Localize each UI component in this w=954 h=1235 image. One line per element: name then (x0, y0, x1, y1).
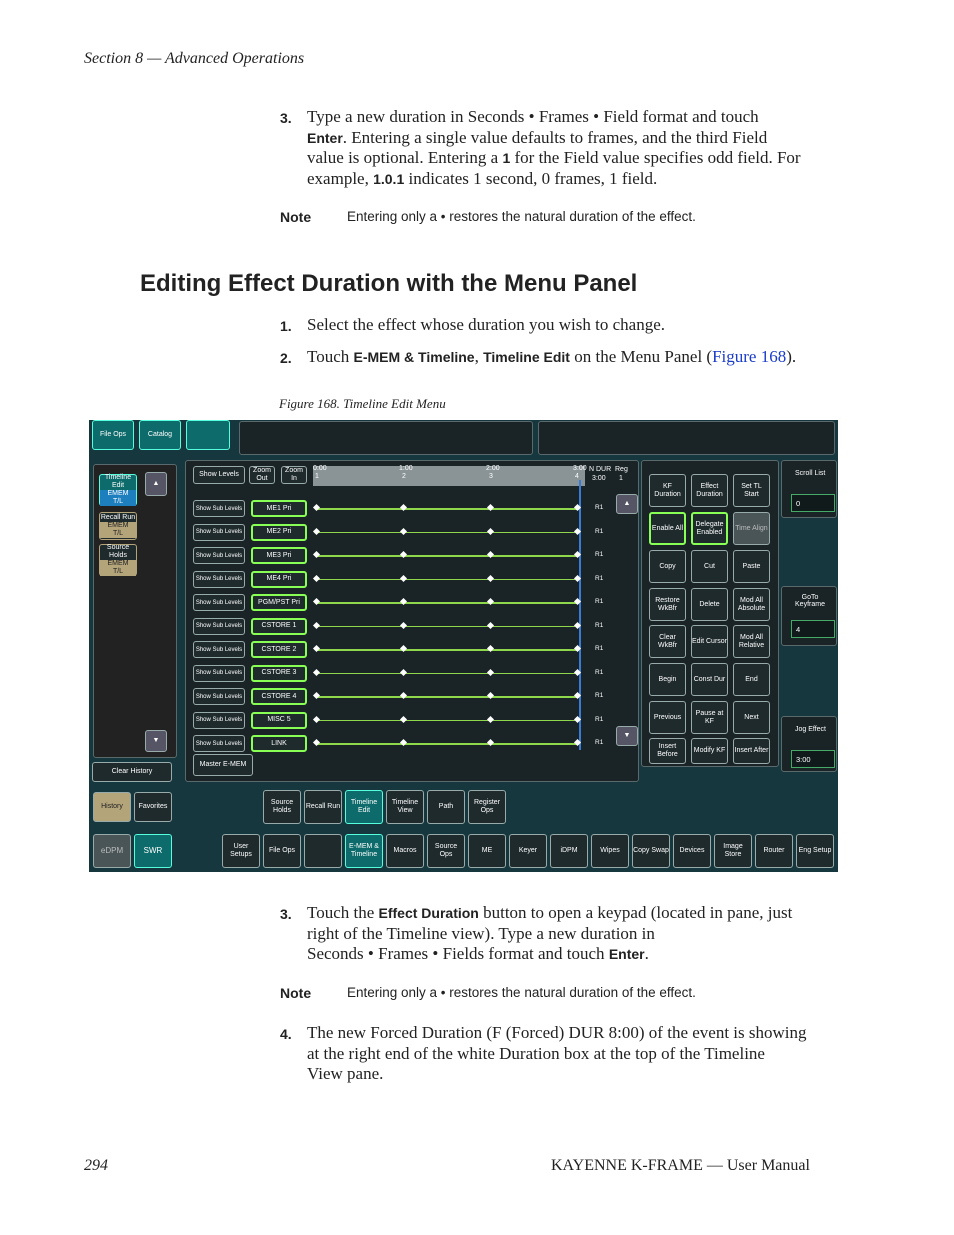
running-header: Section 8 — Advanced Operations (84, 50, 305, 67)
show-sub-levels-button[interactable]: Show Sub Levels (193, 641, 245, 658)
history-item[interactable]: Timeline Edit EMEM T/L (99, 474, 137, 506)
time-label: 2:00 (486, 465, 500, 472)
note-text: Entering only a • restores the natural duration of the effect. (347, 985, 696, 1000)
tab-image-store[interactable]: Image Store (714, 834, 752, 868)
note-label: Note (280, 209, 312, 225)
register-tag: R1 (595, 645, 604, 652)
duration-label: N DUR (589, 466, 612, 473)
end-button[interactable]: End (733, 663, 770, 696)
level-name-button[interactable]: MISC 5 (251, 712, 307, 729)
clear-wkbfr-button[interactable]: Clear WkBfr (649, 625, 686, 658)
show-sub-levels-button[interactable]: Show Sub Levels (193, 665, 245, 682)
tab-macros[interactable]: Macros (386, 834, 424, 868)
insert-before-button[interactable]: Insert Before (649, 738, 686, 764)
note-text: Entering only a • restores the natural duration of the effect. (347, 209, 696, 224)
edpm-button[interactable]: eDPM (93, 834, 131, 868)
show-levels-button[interactable]: Show Levels (193, 466, 245, 484)
status-box (538, 421, 835, 455)
master-emem-button[interactable]: Master E-MEM (193, 754, 253, 776)
register-value: 1 (619, 475, 623, 482)
tab-file-ops[interactable]: File Ops (263, 834, 301, 868)
step-number: 3. (280, 110, 292, 126)
timeline-scroll-up-icon[interactable]: ▲ (616, 494, 638, 514)
time-label: 1:00 (399, 465, 413, 472)
duration-value: 3:00 (592, 475, 606, 482)
level-name-button[interactable]: CSTORE 4 (251, 688, 307, 705)
register-tag: R1 (595, 668, 604, 676)
timeline-edit-menu-screenshot (89, 420, 838, 872)
timeline-scroll-down-icon[interactable]: ▼ (616, 726, 638, 746)
level-name-button[interactable]: LINK (251, 735, 307, 752)
level-track-line (317, 508, 579, 510)
level-name-button[interactable]: CSTORE 3 (251, 665, 307, 682)
enable-all-button[interactable]: Enable All (649, 512, 686, 545)
zoom-in-button[interactable]: Zoom In (281, 466, 307, 484)
step-number: 4. (280, 1026, 292, 1042)
register-tag: R1 (595, 621, 604, 629)
level-track-line (317, 743, 579, 745)
goto-label: GoTo Keyframe (795, 594, 825, 608)
level-name-button[interactable]: ME1 Pri (251, 500, 307, 517)
subtab-timeline-view[interactable]: Timeline View (386, 790, 424, 824)
modify-kf-button[interactable]: Modify KF (691, 738, 728, 764)
step-2-text: Touch E-MEM & Timeline, Timeline Edit on the Menu Panel (Figure 168). (307, 347, 797, 366)
tab-user-setups[interactable]: User Setups (222, 834, 260, 868)
history-panel (93, 464, 177, 758)
blank-button[interactable] (186, 420, 230, 450)
keyframe-number: 1 (315, 473, 319, 480)
step-number: 2. (280, 350, 292, 366)
register-tag: R1 (595, 598, 604, 605)
tab-idpm[interactable]: iDPM (550, 834, 588, 868)
step-4-text: The new Forced Duration (F (Forced) DUR 8:00) of the event is showing at the right end of the white Duration box at the top of the Timeline View pane. (307, 1023, 807, 1083)
step-1-text: Select the effect whose duration you wish to change. (307, 315, 665, 334)
section-heading: Editing Effect Duration with the Menu Panel (140, 270, 638, 297)
register-tag: R1 (595, 739, 604, 746)
figure-link[interactable]: Figure 168 (712, 347, 787, 366)
tab-copy-swap[interactable]: Copy Swap (632, 834, 670, 868)
scroll-list-field[interactable]: 0 (791, 494, 835, 512)
tab-wipes[interactable]: Wipes (591, 834, 629, 868)
mod-all-absolute-button[interactable]: Mod All Absolute (733, 588, 770, 621)
effect-duration-button[interactable]: Effect Duration (691, 474, 728, 507)
set-tl-start-button[interactable]: Set TL Start (733, 474, 770, 507)
history-tab[interactable]: History (93, 792, 131, 822)
cut-button[interactable]: Cut (691, 550, 728, 583)
scroll-list-label: Scroll List (795, 470, 826, 477)
level-track-line (317, 720, 579, 722)
show-sub-levels-button[interactable]: Show Sub Levels (193, 712, 245, 729)
jog-field[interactable]: 3:00 (791, 750, 835, 768)
keyframe-number: 3 (489, 473, 493, 480)
jog-label: Jog Effect (795, 726, 827, 733)
tab-eng-setup[interactable]: Eng Setup (796, 834, 834, 868)
keyframe-number: 2 (402, 473, 406, 480)
show-sub-levels-button[interactable]: Show Sub Levels (193, 618, 245, 635)
playhead-cursor (579, 480, 581, 750)
zoom-out-button[interactable]: Zoom Out (249, 466, 275, 484)
clear-history-button[interactable]: Clear History (92, 762, 172, 782)
delegate-enabled-button[interactable]: Delegate Enabled (691, 512, 728, 545)
tab-source-ops[interactable]: Source Ops (427, 834, 465, 868)
mod-all-relative-button[interactable]: Mod All Relative (733, 625, 770, 658)
pause-at-kf-button[interactable]: Pause at KF (691, 701, 728, 734)
time-ruler (313, 466, 585, 486)
tab-keyer[interactable]: Keyer (509, 834, 547, 868)
paste-button[interactable]: Paste (733, 550, 770, 583)
catalog-button[interactable]: Catalog (139, 420, 181, 450)
register-tag: R1 (595, 715, 604, 723)
copy-button[interactable]: Copy (649, 550, 686, 583)
insert-after-button[interactable]: Insert After (733, 738, 770, 764)
tab-blank[interactable] (304, 834, 342, 868)
previous-button[interactable]: Previous (649, 701, 686, 734)
scroll-up-icon[interactable]: ▲ (145, 472, 167, 496)
keyframe-number: 4 (575, 473, 579, 480)
subtab-path[interactable]: Path (427, 790, 465, 824)
register-tag: R1 (595, 551, 604, 558)
time-align-button[interactable]: Time Align (733, 512, 770, 545)
status-box (239, 421, 533, 455)
level-track-line (317, 555, 579, 557)
step-number: 1. (280, 318, 292, 334)
delete-button[interactable]: Delete (691, 588, 728, 621)
show-sub-levels-button[interactable]: Show Sub Levels (193, 547, 245, 564)
show-sub-levels-button[interactable]: Show Sub Levels (193, 571, 245, 588)
step-3b-text: Touch the Effect Duration button to open a keypad (located in pane, just right of the Timeline view). Type a new duration in Seconds • Frames • Fields format and touch Enter. (307, 903, 793, 963)
level-name-button[interactable]: CSTORE 1 (251, 618, 307, 635)
show-sub-levels-button[interactable]: Show Sub Levels (193, 735, 245, 752)
begin-button[interactable]: Begin (649, 663, 686, 696)
level-name-button[interactable]: ME2 Pri (251, 524, 307, 541)
register-label: Reg (615, 466, 628, 473)
level-track-line (317, 602, 579, 604)
favorites-tab[interactable]: Favorites (134, 792, 172, 822)
step-number: 3. (280, 906, 292, 922)
const-dur-button[interactable]: Const Dur (691, 663, 728, 696)
figure-caption: Figure 168. Timeline Edit Menu (279, 396, 446, 411)
show-sub-levels-button[interactable]: Show Sub Levels (193, 524, 245, 541)
swr-button[interactable]: SWR (134, 834, 172, 868)
tab-me[interactable]: ME (468, 834, 506, 868)
show-sub-levels-button[interactable]: Show Sub Levels (193, 688, 245, 705)
level-track-line (317, 626, 579, 628)
register-tag: R1 (595, 574, 604, 582)
level-name-button[interactable]: ME4 Pri (251, 571, 307, 588)
level-track-line (317, 696, 579, 698)
tab-devices[interactable]: Devices (673, 834, 711, 868)
register-tag: R1 (595, 527, 604, 535)
tab-router[interactable]: Router (755, 834, 793, 868)
tab-e-mem-timeline[interactable]: E-MEM & Timeline (345, 834, 383, 868)
restore-wkbfr-button[interactable]: Restore WkBfr (649, 588, 686, 621)
kf-duration-button[interactable]: KF Duration (649, 474, 686, 507)
page-number: 294 (84, 1157, 108, 1174)
subtab-recall-run[interactable]: Recall Run (304, 790, 342, 824)
footer-title: KAYENNE K-FRAME — User Manual (551, 1157, 810, 1174)
subtab-timeline-edit[interactable]: Timeline Edit (345, 790, 383, 824)
step-3-text: Type a new duration in Seconds • Frames • Field format and touch Enter. Entering a single value defaults to frames, and the third Field value is optional. Entering a 1 for the Field value specifies odd field. For example, 1.0.1 indicates 1 second, 0 frames, 1 field. (307, 107, 801, 188)
next-button[interactable]: Next (733, 701, 770, 734)
subtab-register-ops[interactable]: Register Ops (468, 790, 506, 824)
scroll-down-icon[interactable]: ▼ (145, 730, 167, 752)
time-label: 0:00 (313, 465, 327, 472)
edit-cursor-button[interactable]: Edit Cursor (691, 625, 728, 658)
file-ops-button[interactable]: File Ops (92, 420, 134, 450)
level-track-line (317, 579, 579, 581)
level-track-line (317, 532, 579, 534)
history-item[interactable]: Recall Run EMEM T/L (99, 512, 137, 540)
level-name-button[interactable]: ME3 Pri (251, 547, 307, 564)
history-item[interactable]: Source Holds EMEM T/L (99, 544, 137, 576)
level-name-button[interactable]: CSTORE 2 (251, 641, 307, 658)
subtab-source-holds[interactable]: Source Holds (263, 790, 301, 824)
goto-field[interactable]: 4 (791, 620, 835, 638)
register-tag: R1 (595, 692, 604, 699)
level-track-line (317, 649, 579, 651)
show-sub-levels-button[interactable]: Show Sub Levels (193, 594, 245, 611)
time-label: 3:00 (573, 465, 587, 472)
note-label: Note (280, 985, 312, 1001)
register-tag: R1 (595, 504, 604, 511)
level-name-button[interactable]: PGM/PST Pri (251, 594, 307, 611)
level-track-line (317, 673, 579, 675)
show-sub-levels-button[interactable]: Show Sub Levels (193, 500, 245, 517)
